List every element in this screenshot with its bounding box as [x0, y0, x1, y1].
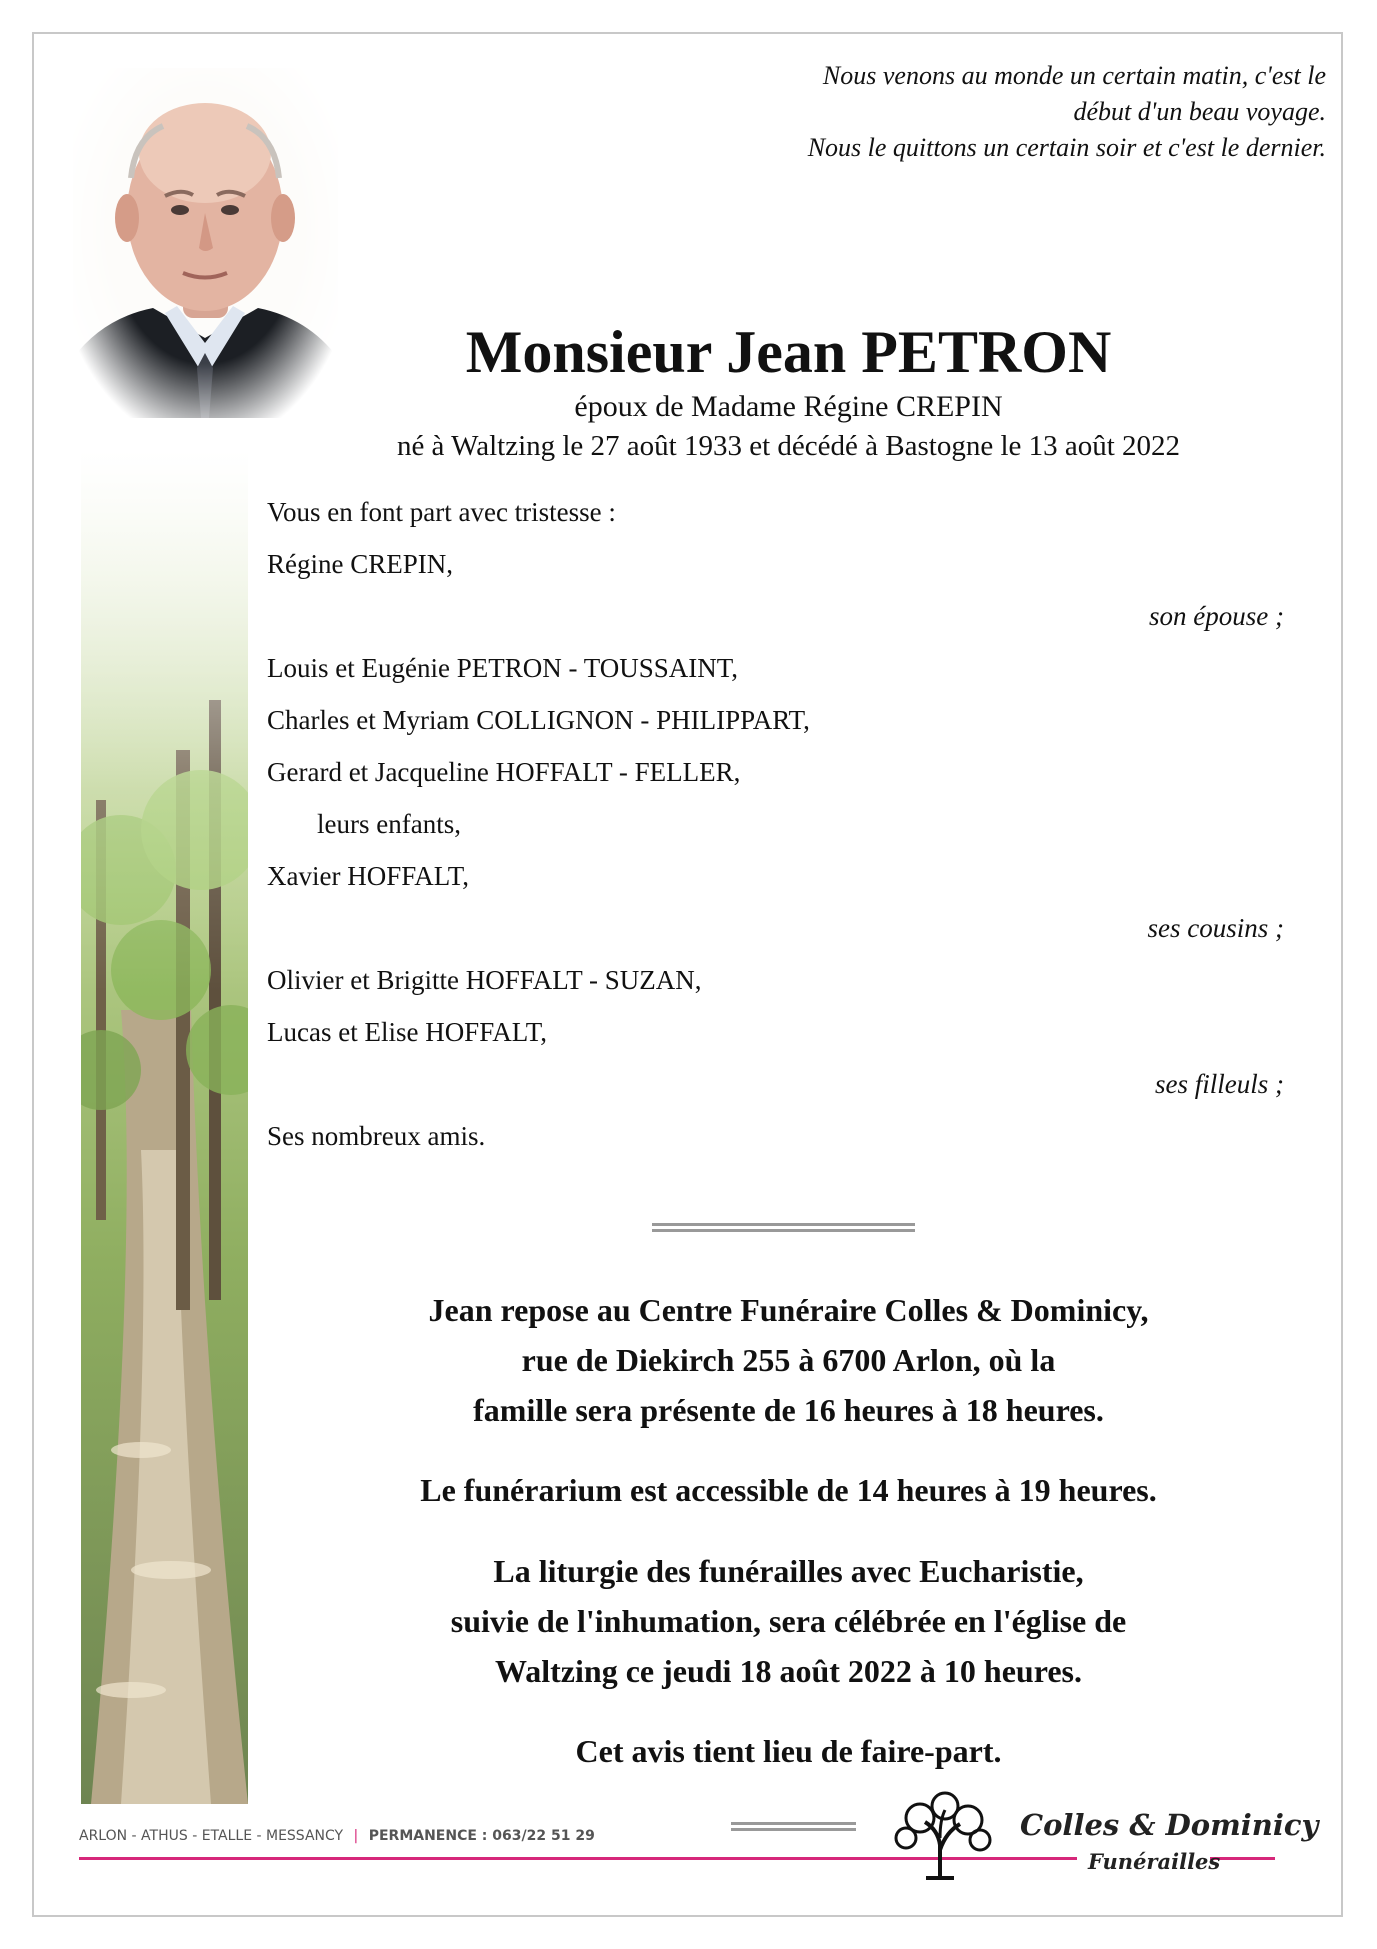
family-line: Ses nombreux amis.	[267, 1121, 486, 1151]
brand-name: Colles & Dominicy	[1020, 1808, 1319, 1842]
family-line: Charles et Myriam COLLIGNON - PHILIPPART,	[267, 705, 810, 735]
footer-contact	[79, 1828, 595, 1844]
family-intro: Vous en font part avec tristesse :	[267, 497, 616, 527]
forest-path-image	[81, 450, 248, 1804]
family-line: leurs enfants,	[317, 809, 461, 839]
funerarium-paragraph: Le funérarium est accessible de 14 heures à 19 heures.	[420, 1472, 1157, 1508]
family-line: Lucas et Elise HOFFALT,	[267, 1017, 547, 1047]
liturgy-line: Waltzing ce jeudi 18 août 2022 à 10 heures.	[495, 1653, 1082, 1689]
quote-line-1: Nous venons au monde un certain matin, c'est le	[822, 61, 1326, 90]
liturgy-line: suivie de l'inhumation, sera célébrée en l'église de	[450, 1603, 1127, 1639]
relation-label: ses filleuls ;	[1155, 1069, 1284, 1099]
tree-logo-icon	[890, 1790, 995, 1880]
relation-label: ses cousins ;	[1147, 913, 1284, 943]
quote-line-2: début d'un beau voyage.	[1073, 97, 1326, 126]
family-line: Louis et Eugénie PETRON - TOUSSAINT,	[267, 653, 738, 683]
footer-permanence: PERMANENCE : 063/22 51 29	[368, 1828, 595, 1844]
family-line: Régine CREPIN,	[267, 549, 453, 579]
repose-line: Jean repose au Centre Funéraire Colles & Dominicy,	[428, 1292, 1149, 1328]
footer-separator: |	[353, 1828, 359, 1844]
spouse-line: époux de Madame Régine CREPIN	[574, 390, 1003, 423]
relation-label: son épouse ;	[1149, 601, 1284, 631]
family-line: Olivier et Brigitte HOFFALT - SUZAN,	[267, 965, 702, 995]
family-line: Gerard et Jacqueline HOFFALT - FELLER,	[267, 757, 741, 787]
repose-line: rue de Diekirch 255 à 6700 Arlon, où la	[521, 1342, 1056, 1378]
liturgy-paragraph	[250, 1546, 1327, 1696]
deceased-name: Monsieur Jean PETRON	[465, 319, 1112, 385]
birth-death-line: né à Waltzing le 27 août 1933 et décédé à Bastogne le 13 août 2022	[396, 430, 1181, 462]
repose-line: famille sera présente de 16 heures à 18 heures.	[473, 1392, 1104, 1428]
quote-line-3: Nous le quittons un certain soir et c'est le dernier.	[807, 133, 1326, 162]
liturgy-line: La liturgie des funérailles avec Eucharistie,	[493, 1553, 1084, 1589]
brand-subtitle: Funérailles	[1088, 1849, 1221, 1874]
closing-line: Cet avis tient lieu de faire-part.	[575, 1733, 1002, 1769]
family-line: Xavier HOFFALT,	[267, 861, 469, 891]
footer-divider	[731, 1822, 856, 1831]
epigraph-quote	[626, 58, 1326, 166]
section-divider	[652, 1223, 915, 1232]
repose-paragraph	[250, 1285, 1327, 1435]
footer-locations: ARLON - ATHUS - ETALLE - MESSANCY	[79, 1828, 344, 1844]
